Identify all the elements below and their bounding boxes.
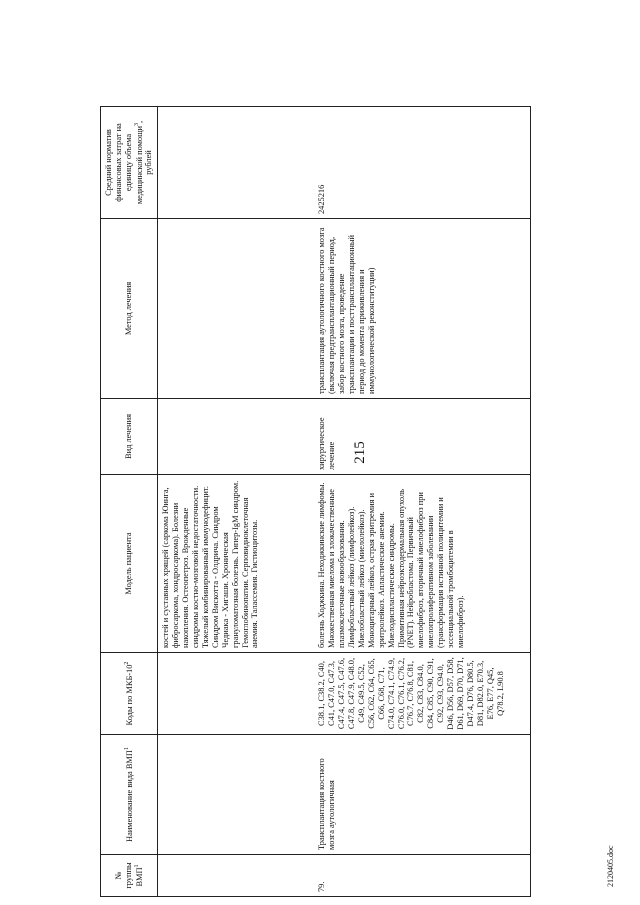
cell-empty: [158, 855, 315, 897]
cell-group-number: 79.: [314, 855, 531, 897]
table-header-row: [101, 107, 158, 897]
header-vmp-name: Наименование вида ВМП$^1$: [101, 735, 158, 855]
header-treatment-type: Вид лечения: [101, 399, 158, 475]
cell-cost-standard: 2425216: [314, 107, 531, 219]
cell-vmp-name: Трансплантация костного мозга аутологичная: [314, 735, 531, 855]
cell-empty: [158, 107, 315, 219]
page-number: 215: [352, 441, 368, 464]
header-group-number: № группы ВМП$^1$: [101, 855, 158, 897]
header-patient-model: Модель пациента: [101, 475, 158, 653]
file-code: 2120405.doc: [606, 845, 615, 887]
cell-patient-model: костей и суставных хрящей (саркома Юинга, фибросаркома, хондросаркома). Болезни накопления. Остеопетроз. Врожденные синдромы костно-мозговой недостаточности. Тяжелый комбинированный иммунодефицит. Синдром Вискотта - Олдрича. Синдром Чедиака - Хигаши. Хроническая грануломатозная болезнь. Гипер-IgM синдром. Гемоглобинопатии. Серповидноклеточная анемия. Талассемия. Гистиоцитозы.: [158, 475, 315, 653]
cell-empty: [158, 399, 315, 475]
cell-empty: [158, 735, 315, 855]
header-treatment-method: Метод лечения: [101, 219, 158, 399]
cell-treatment-method: трансплантация аутологичного костного мозга (включая предтрансплантационный период, забор костного мозга, проведение трансплантации и посттрансплантационный период до момента приживления и иммунологической реконституции): [314, 219, 531, 399]
vmp-table: [100, 106, 531, 897]
cell-icd-codes: C38.1, C38.2, C40, C41, C47.0, C47.3, C47.4, C47.5, C47.6, C47.8, C47.9, C48.0, C49, C49.5, C52, C56, C62, C64, C65, C66, C68, C71, C74.0, C74.1, C74.9, C76.0, C76.1, C76.2, C76.7, C76.8, C81, C82, C83, C84.0, C84, C85, C90, C91, C92, C93, C94.0, D46, D56, D57, D58, D61, D69, D70, D71, D47.4, D76, D80.5, D81, D82.0, E70.3, E76, E77, Q45, Q78.2, L90.8: [314, 653, 531, 735]
cell-treatment-type: хирургическое лечение: [314, 399, 531, 475]
table-row-79: [314, 107, 531, 897]
header-icd-codes: Коды по МКБ-$10^2$: [101, 653, 158, 735]
cell-empty: [158, 653, 315, 735]
cell-patient-model: болезнь Ходжкина. Неходжкинские лимфомы. Множественная миелома и злокачественные плазмоклеточные новообразования. Лимфобластный лейкоз (лимфолейкоз). Миелобластный лейкоз (миелолейкоз). Моноцитарный лейкоз, острая эритремия и эритролейкоз. Апластические анемии. Миелодиспластические синдромы. Примитивная нейроэктодермальная опухоль (PNET). Нейробластома. Первичный миелофиброз, вторичный миелофиброз при миелопролиферативном заболевании (трансформация истинной полицитемии и эссенциальной тромбоцитемии в миелофиброз).: [314, 475, 531, 653]
table-row-continuation: [158, 107, 315, 897]
header-cost-standard: Средний норматив финансовых затрат на единицу объема медицинской помощи$^3$, рублей: [101, 107, 158, 219]
cell-empty: [158, 219, 315, 399]
